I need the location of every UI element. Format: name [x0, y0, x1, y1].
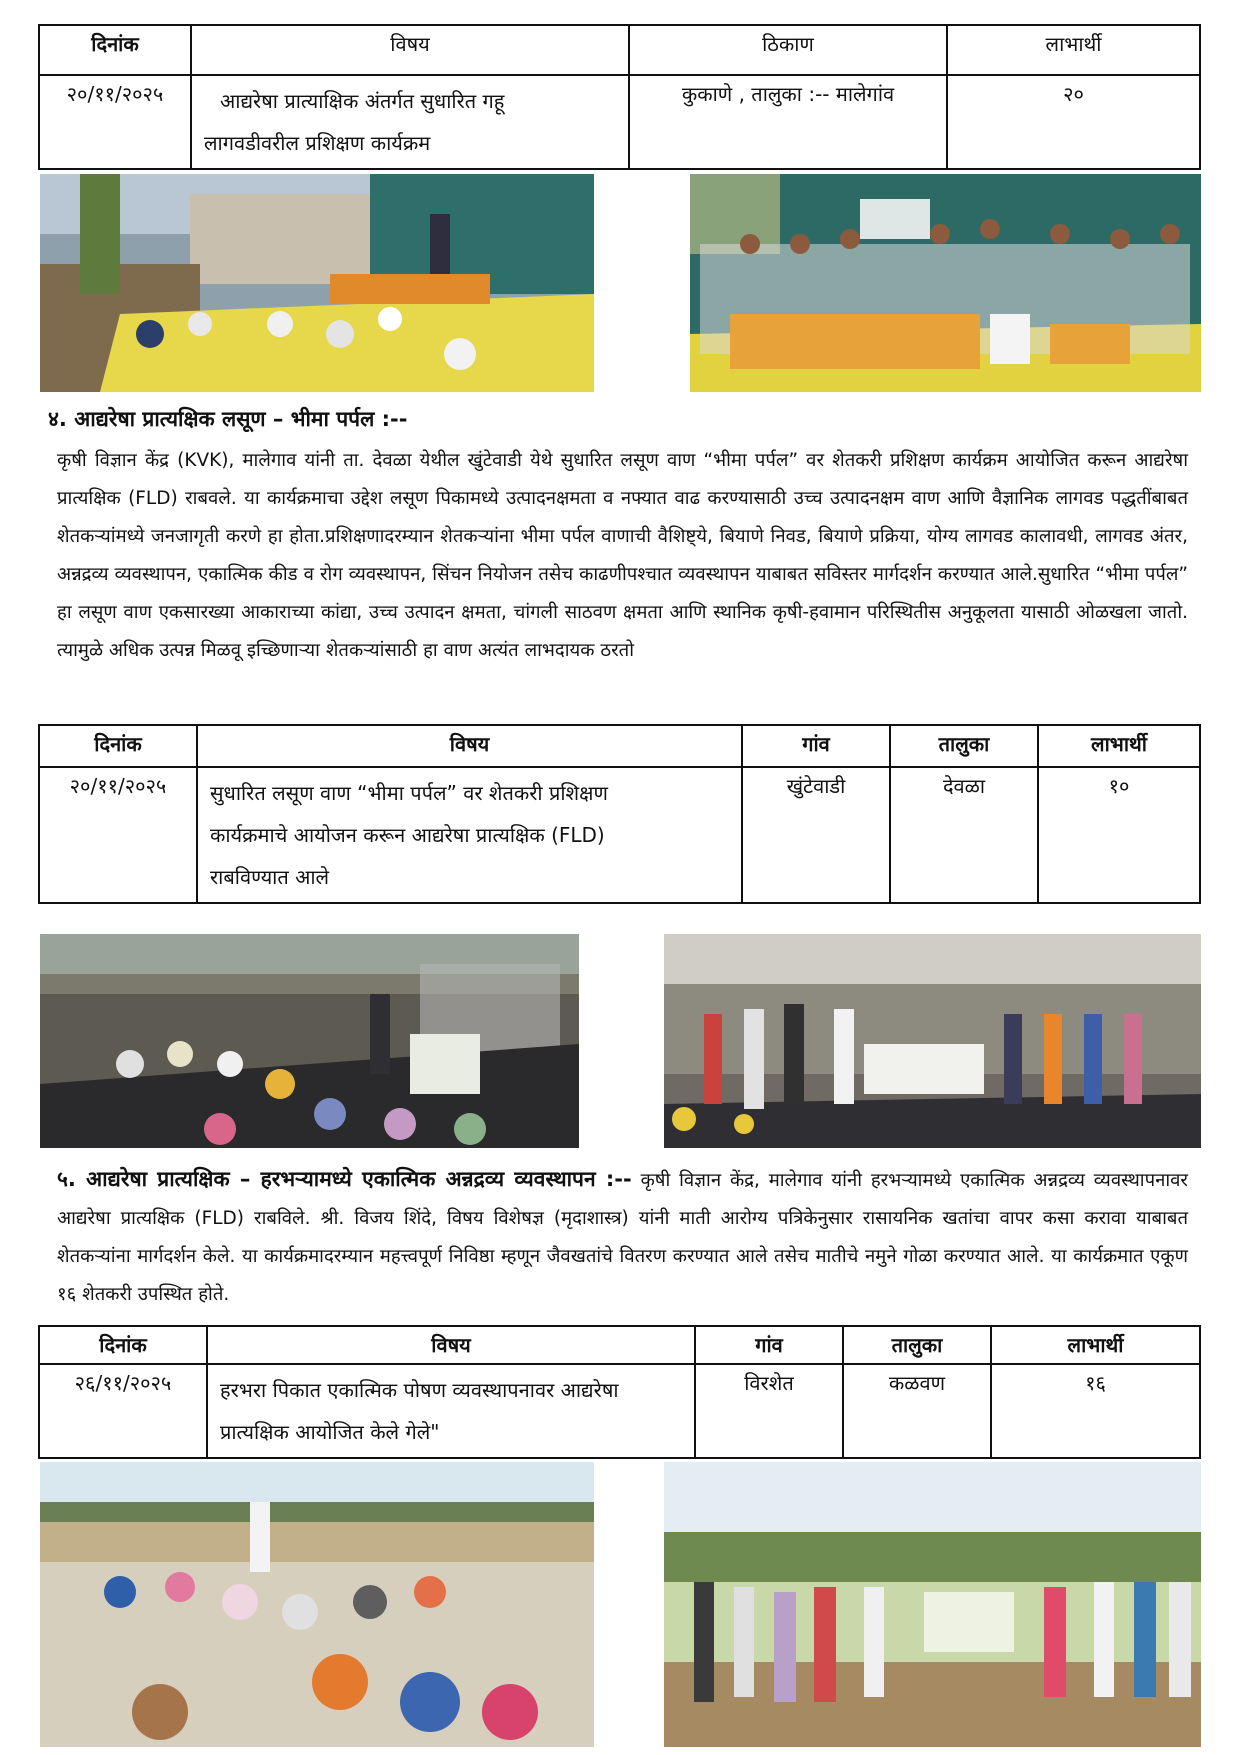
row-taluka: कळवण — [843, 1364, 991, 1458]
subject-line-1: सुधारित लसूण वाण “भीमा पर्पल” वर शेतकरी प्रशिक्षण — [210, 781, 608, 805]
wheat-training-photo-2 — [690, 174, 1201, 392]
col-beneficiaries-header: लाभार्थी — [947, 25, 1200, 75]
gram-training-photo-2 — [664, 1462, 1201, 1747]
garlic-training-photo-1 — [40, 934, 579, 1148]
garlic-training-table — [38, 724, 1201, 904]
col-village-header: गांव — [742, 725, 890, 767]
col-beneficiaries-header: लाभार्थी — [1038, 725, 1200, 767]
wheat-training-photo-1 — [40, 174, 594, 392]
section-5-block — [57, 1160, 1188, 1314]
gram-training-photo-1 — [40, 1462, 594, 1747]
subject-line-1: हरभरा पिकात एकात्मिक पोषण व्यवस्थापनावर आद्यरेषा — [220, 1378, 619, 1402]
section-5-heading: ५. आद्यरेषा प्रात्यक्षिक – हरभऱ्यामध्ये एकात्मिक अन्नद्रव्य व्यवस्थापन :-- — [57, 1167, 632, 1191]
subject-line-2: लागवडीवरील प्रशिक्षण कार्यक्रम — [204, 131, 431, 155]
row-date: २०/११/२०२५ — [39, 75, 191, 169]
row-village: खुंटेवाडी — [742, 767, 890, 903]
col-subject-header: विषय — [207, 1326, 695, 1364]
subject-line-3: राबविण्यात आले — [210, 865, 330, 889]
col-beneficiaries-header: लाभार्थी — [991, 1326, 1200, 1364]
row-subject — [207, 1364, 695, 1458]
row-place: कुकाणे , तालुका :-- मालेगांव — [629, 75, 947, 169]
gram-nutrient-table — [38, 1325, 1201, 1459]
wheat-training-table — [38, 24, 1201, 170]
col-date-header: दिनांक — [39, 725, 197, 767]
row-village: विरशेत — [695, 1364, 843, 1458]
row-subject — [191, 75, 629, 169]
col-subject-header: विषय — [197, 725, 742, 767]
row-beneficiaries: २० — [947, 75, 1200, 169]
row-beneficiaries: १६ — [991, 1364, 1200, 1458]
section-4-paragraph: कृषी विज्ञान केंद्र (KVK), मालेगाव यांनी ता. देवळा येथील खुंटेवाडी येथे सुधारित लसूण वाण “भीमा पर्पल” वर शेतकरी प्रशिक्षण कार्यक्रम आयोजित करून आद्यरेषा प्रात्यक्षिक (FLD) राबवले. या कार्यक्रमाचा उद्देश लसूण पिकामध्ये उत्पादनक्षमता व नफ्यात वाढ करण्यासाठी उच्च उत्पादनक्षम वाण आणि वैज्ञानिक लागवड पद्धतींबाबत शेतकऱ्यांमध्ये जनजागृती करणे हा होता.प्रशिक्षणादरम्यान शेतकऱ्यांना भीमा पर्पल वाणाची वैशिष्ट्ये, बियाणे निवड, बियाणे प्रक्रिया, योग्य लागवड कालावधी, लागवड अंतर, अन्नद्रव्य व्यवस्थापन, एकात्मिक कीड व रोग व्यवस्थापन, सिंचन नियोजन तसेच काढणीपश्चात व्यवस्थापन याबाबत सविस्तर मार्गदर्शन करण्यात आले.सुधारित “भीमा पर्पल” हा लसूण वाण एकसारख्या आकाराच्या कांद्या, उच्च उत्पादन क्षमता, चांगली साठवण क्षमता आणि स्थानिक कृषी-हवामान परिस्थितीस अनुकूलता यासाठी ओळखला जातो. त्यामुळे अधिक उत्पन्न मिळवू इच्छिणाऱ्या शेतकऱ्यांसाठी हा वाण अत्यंत लाभदायक ठरतो — [57, 450, 1188, 661]
subject-line-2: प्रात्यक्षिक आयोजित केले गेले" — [220, 1420, 440, 1444]
col-subject-header: विषय — [191, 25, 629, 75]
row-date: २६/११/२०२५ — [39, 1364, 207, 1458]
col-date-header: दिनांक — [39, 25, 191, 75]
row-beneficiaries: १० — [1038, 767, 1200, 903]
col-village-header: गांव — [695, 1326, 843, 1364]
row-subject — [197, 767, 742, 903]
col-date-header: दिनांक — [39, 1326, 207, 1364]
col-place-header: ठिकाण — [629, 25, 947, 75]
garlic-training-photo-2 — [664, 934, 1201, 1148]
section-5-paragraph: कृषी विज्ञान केंद्र, मालेगाव यांनी हरभऱ्यामध्ये एकात्मिक अन्नद्रव्य व्यवस्थापनावर आद्यरेषा प्रात्यक्षिक (FLD) राबविले. श्री. विजय शिंदे, विषय विशेषज्ञ (मृदाशास्त्र) यांनी माती आरोग्य पत्रिकेनुसार रासायनिक खतांचा वापर कसा करावा याबाबत शेतकऱ्यांना मार्गदर्शन केले. या कार्यक्रमादरम्यान महत्त्वपूर्ण निविष्ठा म्हणून जैवखतांचे वितरण करण्यात आले तसेच मातीचे नमुने गोळा करण्यात आले. या कार्यक्रमात एकूण १६ शेतकरी उपस्थित होते. — [57, 1170, 1188, 1305]
col-taluka-header: तालुका — [890, 725, 1038, 767]
row-taluka: देवळा — [890, 767, 1038, 903]
row-date: २०/११/२०२५ — [39, 767, 197, 903]
subject-line-1: आद्यरेषा प्रात्याक्षिक अंतर्गत सुधारित गहू — [220, 89, 505, 113]
section-4-heading: ४. आद्यरेषा प्रात्यक्षिक लसूण – भीमा पर्पल :-- — [48, 407, 408, 431]
col-taluka-header: तालुका — [843, 1326, 991, 1364]
subject-line-2: कार्यक्रमाचे आयोजन करून आद्यरेषा प्रात्यक्षिक (FLD) — [210, 823, 605, 847]
